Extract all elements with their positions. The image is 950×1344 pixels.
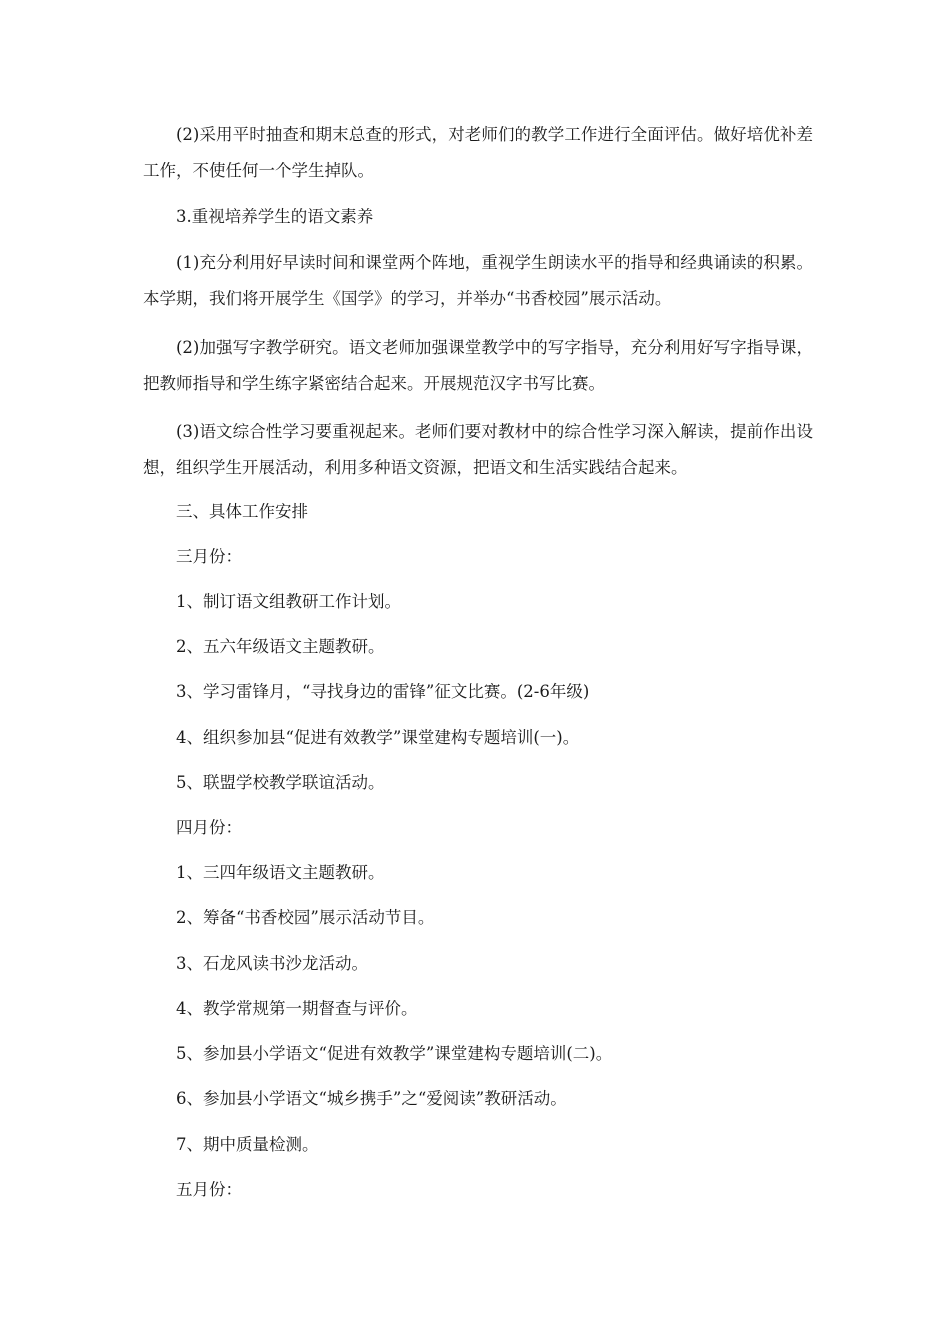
list-item: 3、学习雷锋月，“寻找身边的雷锋”征文比赛。(2-6年级) xyxy=(176,682,590,701)
list-item: 6、参加县小学语文“城乡携手”之“爱阅读”教研活动。 xyxy=(176,1089,567,1108)
list-item: 5、参加县小学语文“促进有效教学”课堂建构专题培训(二)。 xyxy=(176,1044,613,1063)
paragraph-comprehensive: (3)语文综合性学习要重视起来。老师们要对教材中的综合性学习深入解读，提前作出设想，组织学生开展活动，利用多种语文资源，把语文和生活实践结合起来。 xyxy=(143,422,813,477)
list-item: 1、三四年级语文主题教研。 xyxy=(176,863,385,882)
paragraph-writing: (2)加强写字教学研究。语文老师加强课堂教学中的写字指导，充分利用好写字指导课，把教师指导和学生练字紧密结合起来。开展规范汉字书写比赛。 xyxy=(143,338,813,393)
paragraph-morning-reading: (1)充分利用好早读时间和课堂两个阵地，重视学生朗读水平的指导和经典诵读的积累。本学期，我们将开展学生《国学》的学习，并举办“书香校园”展示活动。 xyxy=(143,253,813,308)
heading-literacy: 3.重视培养学生的语文素养 xyxy=(176,207,374,226)
month-heading-april: 四月份： xyxy=(176,818,242,837)
list-item: 3、石龙风读书沙龙活动。 xyxy=(176,954,368,973)
paragraph-evaluation: (2)采用平时抽查和期末总查的形式，对老师们的教学工作进行全面评估。做好培优补差工作，不使任何一个学生掉队。 xyxy=(143,125,813,180)
month-heading-march: 三月份： xyxy=(176,547,242,566)
list-item: 1、制订语文组教研工作计划。 xyxy=(176,592,401,611)
list-item: 5、联盟学校教学联谊活动。 xyxy=(176,773,385,792)
list-item: 7、期中质量检测。 xyxy=(176,1135,319,1154)
list-item: 2、五六年级语文主题教研。 xyxy=(176,637,385,656)
month-heading-may: 五月份： xyxy=(176,1180,242,1199)
list-item: 2、筹备“书香校园”展示活动节目。 xyxy=(176,908,435,927)
list-item: 4、组织参加县“促进有效教学”课堂建构专题培训(一)。 xyxy=(176,728,580,747)
list-item: 4、教学常规第一期督查与评价。 xyxy=(176,999,418,1018)
section-heading-arrangement: 三、具体工作安排 xyxy=(176,502,308,521)
